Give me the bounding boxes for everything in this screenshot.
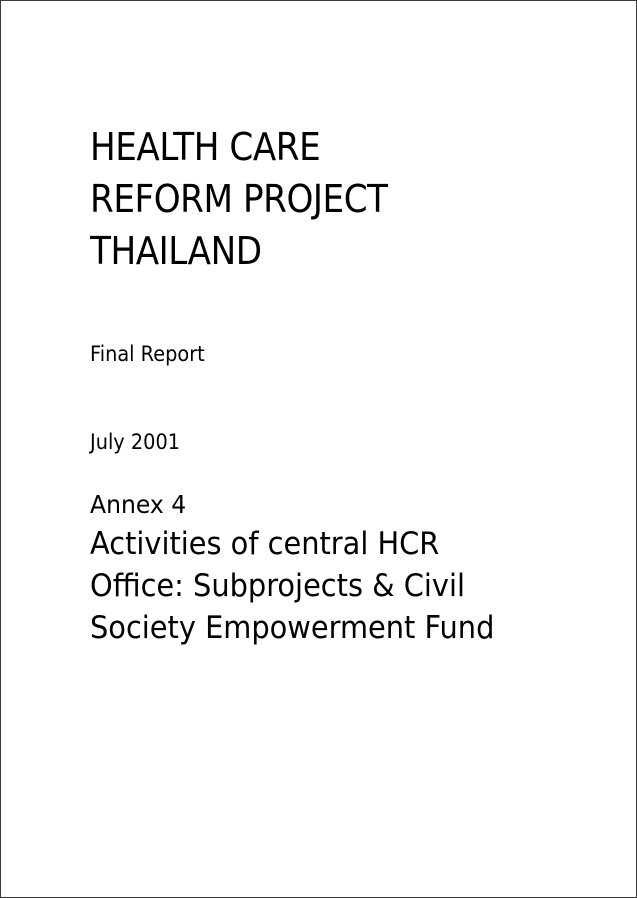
title-line: THAILAND [90,229,262,273]
title-line: HEALTH CARE [90,125,321,169]
document-title [90,121,388,277]
annex-title-line: Activities of central HCR [90,526,440,562]
report-type: Final Report [90,342,205,366]
annex-title-line: Office: Subprojects & Civil [90,568,466,604]
annex-title-line: Society Empowerment Fund [90,610,495,646]
annex-title [90,523,494,649]
report-date: July 2001 [90,430,181,454]
annex-label: Annex 4 [90,490,187,519]
title-line: REFORM PROJECT [90,177,388,221]
